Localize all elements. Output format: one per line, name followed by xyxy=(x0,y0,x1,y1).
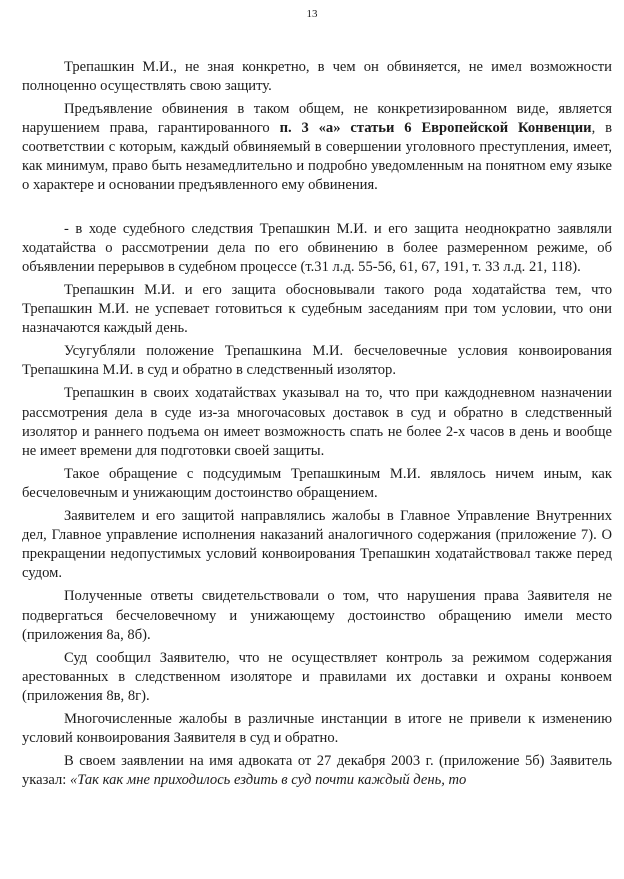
paragraph-7: Такое обращение с подсудимым Трепашкиным М.И. являлось ничем иным, как бесчеловечным и унижающим достоинство обращением. xyxy=(22,465,612,501)
quotation-text: «Так как мне приходилось ездить в суд почти каждый день, то xyxy=(70,772,467,789)
paragraph-8: Заявителем и его защитой направлялись жалобы в Главное Управление Внутренних дел, Главное управление исполнения наказаний аналогичного содержания (приложение 7). О прекращении недопустимых условий конвоирования Трепашкин ходатайствовал также перед судом. xyxy=(22,508,612,582)
paragraph-4: Трепашкин М.И. и его защита обосновывали такого рода ходатайства тем, что Трепашкин М.И. не успевает готовиться к судебным заседаниям при том условии, что они назначаются каждый день. xyxy=(22,281,612,336)
paragraph-3: - в ходе судебного следствия Трепашкин М.И. и его защита неоднократно заявляли ходатайства о рассмотрении дела по его обвинению в более размеренном режиме, об объявлении перерывов в судебном процессе (т.31 л.д. 55-56, 61, 67, 191, т. 33 л.д. 21, 118). xyxy=(22,220,612,275)
paragraph-12-text: В своем заявлении на имя адвоката от 27 декабря 2003 г. (приложение 5б) Заявитель указал: xyxy=(22,753,612,789)
paragraph-1: Трепашкин М.И., не зная конкретно, в чем он обвиняется, не имел возможности полноценно осуществлять свою защиту. xyxy=(22,59,612,95)
paragraph-12 xyxy=(22,752,612,790)
paragraph-11: Многочисленные жалобы в различные инстанции в итоге не привели к изменению условий конвоирования Заявителя в суд и обратно. xyxy=(22,711,612,747)
paragraph-2 xyxy=(22,100,612,195)
paragraph-5: Усугубляли положение Трепашкина М.И. бесчеловечные условия конвоирования Трепашкина М.И. в суд и обратно в следственный изолятор. xyxy=(22,343,612,379)
paragraph-2-text-start: Предъявление обвинения в таком общем, не конкретизированном виде, является нарушением права, гарантированного xyxy=(22,101,612,137)
paragraph-6: Трепашкин в своих ходатайствах указывал на то, что при каждодневном назначении рассмотрения дела в суде из-за многочасовых доставок в суд и обратно в следственный изолятор и раннего подъема он имеет возможность спать не более 2-х часов в день и вообще не имеет времени для подготовки своей защиты. xyxy=(22,385,612,459)
paragraph-2-text-end: , в соответствии с которым, каждый обвиняемый в совершении уголовного преступления, имеет, как минимум, право быть незамедлительно и подробно уведомленным на понятном ему языке о характере и основании предъявленного ему обвинения. xyxy=(22,120,612,194)
convention-reference: п. 3 «а» статьи 6 Европейской Конвенции xyxy=(279,120,592,137)
paragraph-9: Полученные ответы свидетельствовали о том, что нарушения права Заявителя не подвергаться бесчеловечному и унижающему достоинство обращению имели место (приложения 8а, 8б). xyxy=(22,588,612,643)
paragraph-10: Суд сообщил Заявителю, что не осуществляет контроль за режимом содержания арестованных в следственном изоляторе и правилами их доставки и охраны конвоем (приложения 8в, 8г). xyxy=(22,649,612,704)
page-number: 13 xyxy=(306,8,318,20)
document-body xyxy=(22,58,612,795)
